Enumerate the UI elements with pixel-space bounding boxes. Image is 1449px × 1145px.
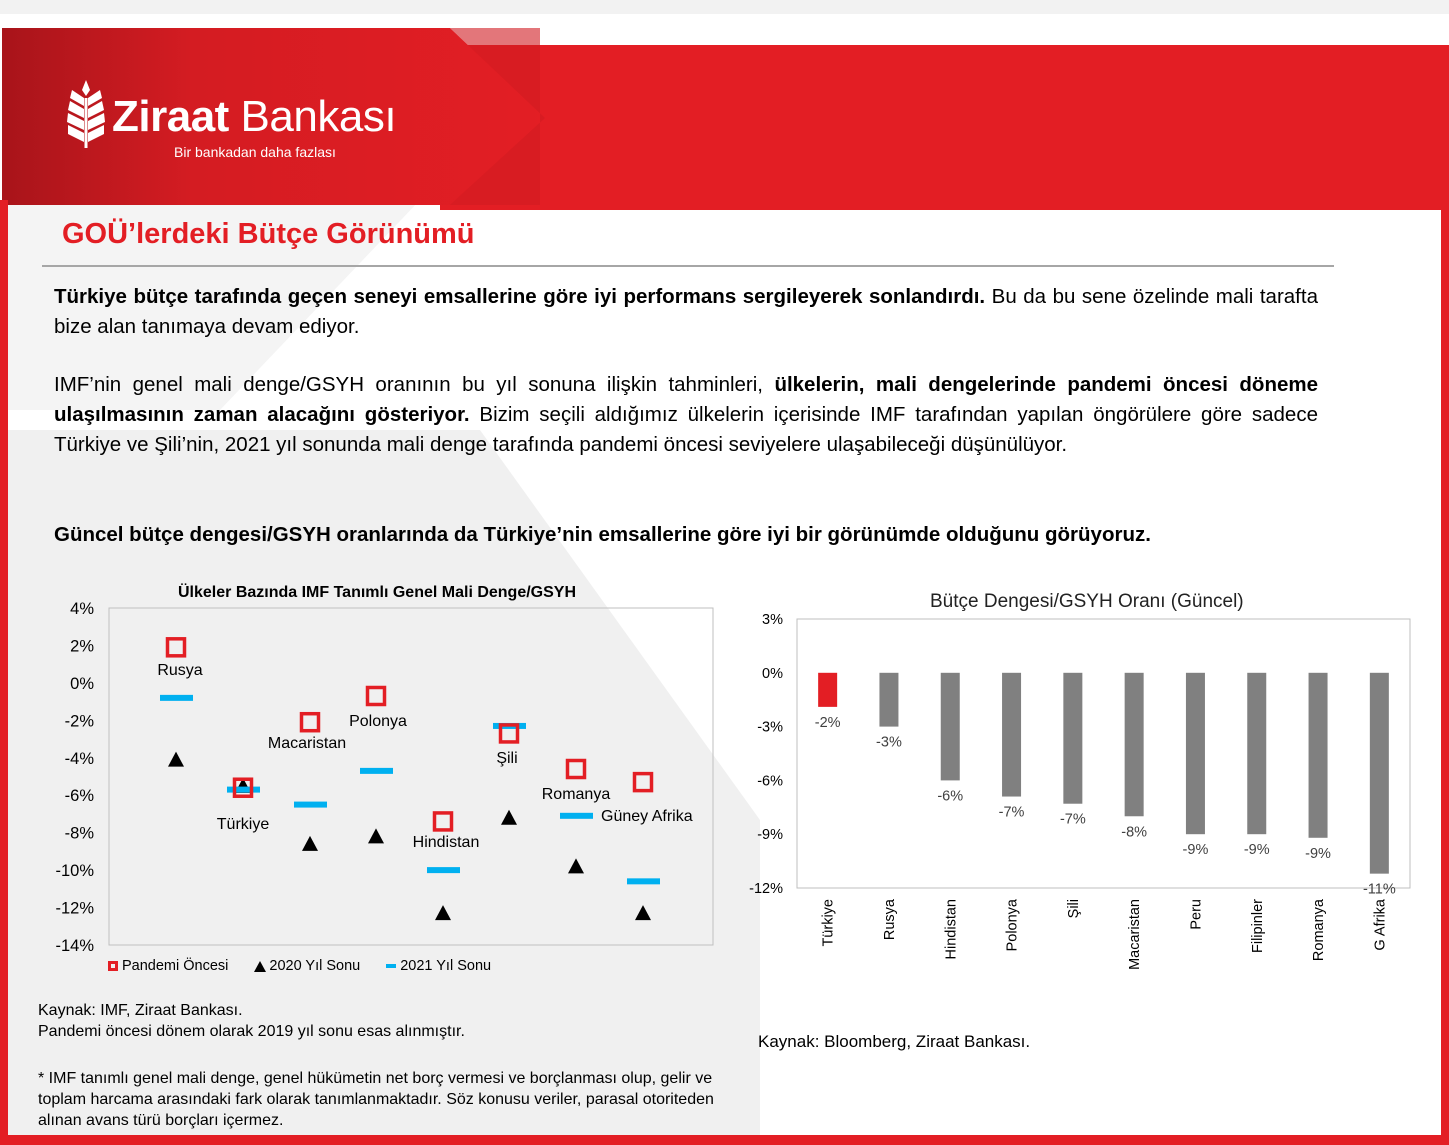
bar (1309, 673, 1328, 838)
y-tick-label: -9% (757, 827, 783, 844)
bar (1125, 673, 1144, 816)
x-category-label: Hindistan (943, 899, 960, 960)
bar-data-label: -7% (1059, 811, 1086, 828)
country-label: Türkiye (216, 816, 270, 833)
triangle-marker-icon (254, 961, 266, 972)
y-tick-label: -12% (55, 899, 94, 918)
bar (1186, 673, 1205, 834)
y-tick-label: -8% (64, 824, 94, 843)
paragraph-2: IMF’nin genel mali denge/GSYH oranının bu yıl sonuna ilişkin tahminleri, ülkelerin, mali dengelerinde pandemi öncesi döneme ulaşılmasının zaman alacağını gösteriyor. Bizim seçili aldığımız ülkelerin içerisinde IMF tarafından yapılan öngörülere göre sadece Türkiye ve Şili’nin, 2021 yıl sonunda mali denge tarafında pandemi öncesi seviyelere ulaşabileceği düşünülüyor. (54, 373, 1318, 456)
y-tick-label: -3% (757, 719, 783, 736)
bar-data-label: -8% (1121, 824, 1148, 841)
bar-data-label: -6% (937, 788, 964, 805)
paragraph-1: Türkiye bütçe tarafında geçen seneyi emsallerine göre iyi performans sergileyerek sonlandırdı. Bu da bu sene özelinde mali tarafta bize alan tanımaya devam ediyor. (54, 285, 1318, 338)
x-category-label: Macaristan (1127, 899, 1144, 970)
legend-item-pre-pandemic: Pandemi Öncesi (108, 958, 228, 974)
bar (1247, 673, 1266, 834)
bar-data-label: -3% (876, 734, 902, 751)
x-category-label: Filipinler (1249, 899, 1266, 953)
chart2-title: Bütçe Dengesi/GSYH Oranı (Güncel) (930, 591, 1244, 612)
bar-data-label: -2% (814, 714, 841, 731)
chart1-title: Ülkeler Bazında IMF Tanımlı Genel Mali Denge/GSYH (178, 584, 577, 601)
bar-data-label: -9% (1305, 845, 1331, 862)
bar-data-label: -9% (1243, 842, 1270, 859)
x-category-label: Peru (1188, 899, 1205, 930)
chart2-source: Kaynak: Bloomberg, Ziraat Bankası. (758, 1032, 1031, 1051)
legend-item-2020: 2020 Yıl Sonu (254, 958, 360, 974)
chart1-source: Kaynak: IMF, Ziraat Bankası. (38, 1002, 243, 1019)
x-category-label: Romanya (1311, 899, 1328, 962)
bar (818, 673, 837, 707)
chart1-note: Pandemi öncesi dönem olarak 2019 yıl sonu esas alınmıştır. (38, 1023, 465, 1040)
y-tick-label: -14% (55, 937, 94, 955)
bar (1370, 673, 1389, 874)
legend-item-2021: 2021 Yıl Sonu (386, 958, 491, 974)
x-category-label: G Afrika (1372, 899, 1389, 951)
y-tick-label: -12% (749, 881, 783, 897)
y-tick-label: 3% (762, 612, 783, 628)
country-label: Rusya (157, 662, 203, 679)
x-category-label: Rusya (881, 899, 898, 941)
bar (879, 673, 898, 727)
paragraph-3: Güncel bütçe dengesi/GSYH oranlarında da Türkiye’nin emsallerine göre iyi bir görünümde olduğunu görüyoruz. (54, 523, 1151, 546)
square-marker-icon (108, 961, 118, 971)
brand-tagline: Bir bankadan daha fazlası (174, 144, 336, 160)
x-category-label: Şili (1065, 899, 1082, 919)
x-category-label: Polonya (1004, 899, 1021, 952)
dash-marker-icon (386, 964, 396, 968)
y-tick-label: 0% (762, 665, 783, 682)
y-tick-label: 2% (70, 637, 94, 656)
country-label: Hindistan (412, 834, 480, 851)
y-tick-label: -2% (64, 712, 94, 731)
y-tick-label: 4% (70, 600, 94, 618)
brand-name: Ziraat Bankası (112, 92, 397, 141)
country-label: Güney Afrika (601, 808, 693, 825)
bar (1063, 673, 1082, 804)
country-label: Polonya (349, 713, 407, 730)
bar-data-label: -11% (1362, 881, 1396, 898)
country-label: Şili (496, 750, 518, 767)
bar-data-label: -7% (998, 804, 1025, 821)
x-category-label: Türkiye (820, 899, 837, 947)
footnote: * IMF tanımlı genel mali denge, genel hükümetin net borç vermesi ve borçlanması olup, gelir ve toplam harcama arasındaki fark olarak tanımlanmaktadır. Söz konusu veriler, parasal otoriteden alınan avans türü borçları içermez. (38, 1070, 714, 1129)
country-label: Romanya (541, 786, 611, 803)
page-title: GOÜ’lerdeki Bütçe Görünümü (62, 218, 475, 250)
bar (941, 673, 960, 781)
y-tick-label: 0% (70, 674, 94, 693)
bar-data-label: -9% (1182, 842, 1209, 859)
bar (1002, 673, 1021, 797)
y-tick-label: -4% (64, 749, 94, 768)
y-tick-label: -6% (757, 773, 783, 790)
y-tick-label: -10% (55, 862, 94, 881)
country-label: Macaristan (267, 735, 347, 752)
chart1-legend (108, 958, 517, 974)
y-tick-label: -6% (64, 787, 94, 806)
